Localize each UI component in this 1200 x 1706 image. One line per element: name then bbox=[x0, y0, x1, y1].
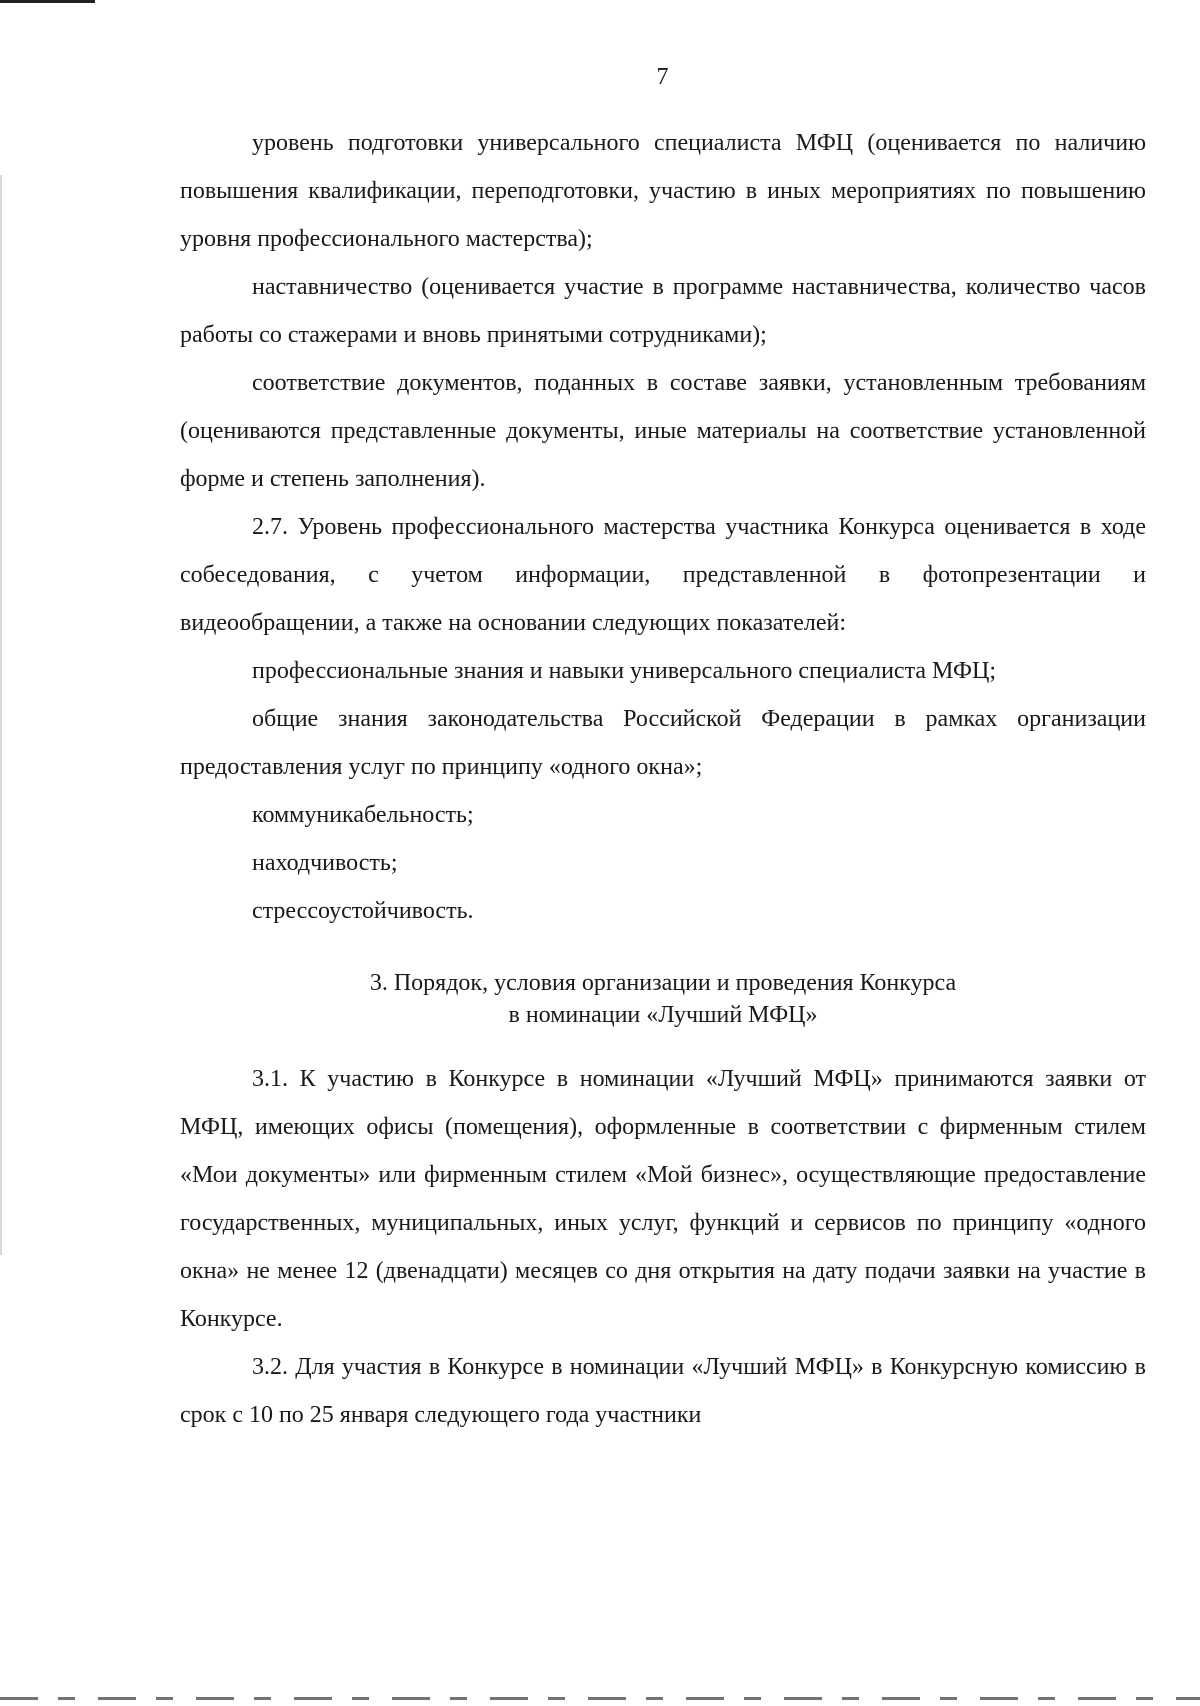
scan-edge-mark-left bbox=[0, 175, 2, 1255]
paragraph-professional-knowledge: профессиональные знания и навыки универсального специалиста МФЦ; bbox=[252, 658, 996, 684]
paragraph-resourcefulness: находчивость; bbox=[252, 850, 398, 876]
scan-edge-mark-top bbox=[0, 0, 95, 3]
document-body bbox=[180, 119, 1146, 1439]
paragraph-communication: коммуникабельность; bbox=[252, 802, 474, 828]
page-number: 7 bbox=[656, 64, 669, 90]
paragraph-mentoring: наставничество (оценивается участие в программе наставничества, количество часов работы со стажерами и вновь принятыми сотрудниками); bbox=[180, 274, 1146, 348]
paragraph-3-1: 3.1. К участию в Конкурсе в номинации «Лучший МФЦ» принимаются заявки от МФЦ, имеющих офисы (помещения), оформленные в соответствии с фирменным стилем «Мои документы» или фирменным стилем «Мой бизнес», осуществляющие предоставление государственных, муниципальных, иных услуг, функций и сервисов по принципу «одного окна» не менее 12 (двенадцати) месяцев со дня открытия на дату подачи заявки на участие в Конкурсе. bbox=[180, 1066, 1146, 1332]
paragraph-qualification-level: уровень подготовки универсального специалиста МФЦ (оценивается по наличию повышения квалификации, переподготовки, участию в иных мероприятиях по повышению уровня профессионального мастерства); bbox=[180, 130, 1146, 252]
paragraph-stress-resistance: стрессоустойчивость. bbox=[252, 898, 474, 924]
paragraph-legislation-knowledge: общие знания законодательства Российской Федерации в рамках организации предоставления услуг по принципу «одного окна»; bbox=[180, 706, 1146, 780]
scan-edge-mark-bottom bbox=[0, 1697, 1200, 1700]
section-3-heading-line-2: в номинации «Лучший МФЦ» bbox=[508, 1002, 818, 1028]
section-3-heading bbox=[180, 967, 1146, 1031]
paragraph-3-2: 3.2. Для участия в Конкурсе в номинации «Лучший МФЦ» в Конкурсную комиссию в срок с 10 по 25 января следующего года участники bbox=[180, 1354, 1146, 1428]
section-3-heading-line-1: 3. Порядок, условия организации и проведения Конкурса bbox=[369, 970, 957, 996]
paragraph-2-7: 2.7. Уровень профессионального мастерства участника Конкурса оценивается в ходе собеседования, с учетом информации, представленной в фотопрезентации и видеообращении, а также на основании следующих показателей: bbox=[180, 514, 1146, 636]
paragraph-document-compliance: соответствие документов, поданных в составе заявки, установленным требованиям (оцениваются представленные документы, иные материалы на соответствие установленной форме и степень заполнения). bbox=[180, 370, 1146, 492]
